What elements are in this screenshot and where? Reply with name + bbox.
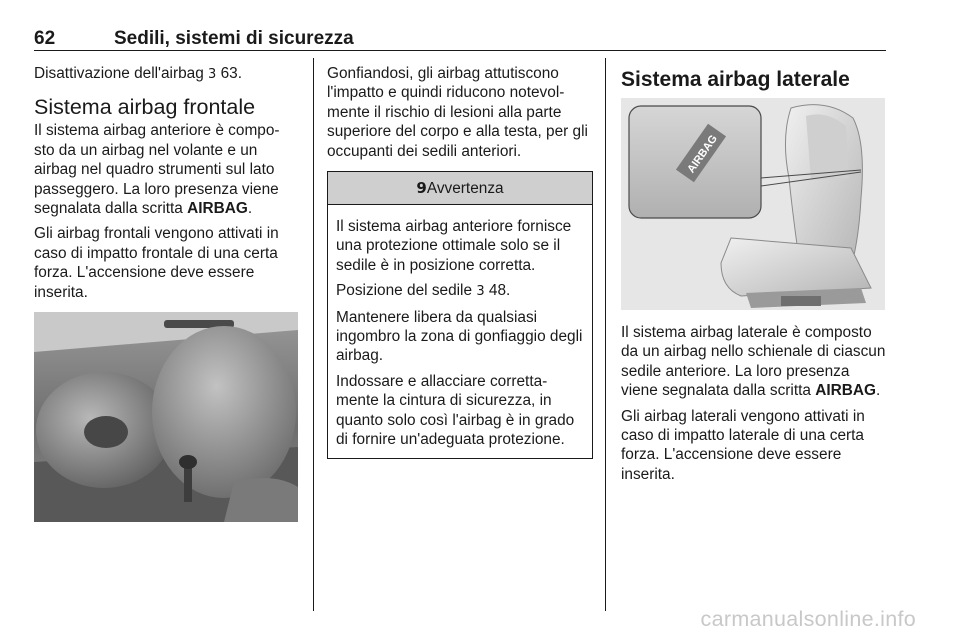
section-heading-side: Sistema airbag laterale	[621, 68, 850, 91]
column-2	[327, 64, 593, 459]
warning-title: Avvertenza	[426, 180, 504, 198]
page-ref-icon[interactable]: 3	[476, 284, 485, 300]
section-heading-frontal: Sistema airbag frontale	[34, 95, 256, 120]
warning-paragraph-3: Mantenere libera da qualsiasi ingombro la zona di gonfiaggio degli airbag.	[336, 308, 583, 365]
frontal-airbag-illustration	[34, 312, 298, 522]
side-airbag-illustration	[621, 98, 885, 310]
airbag-tag-label: AIRBAG	[685, 132, 720, 176]
warning-icon: 9	[416, 179, 427, 198]
side-paragraph-2: Gli airbag laterali vengono attivati in caso di impatto laterale di una certa forza. L'accensione deve essere inserita.	[621, 407, 865, 483]
frontal-paragraph-1: Il sistema airbag anteriore è compo-sto da un airbag nel volante e un airbag nel quadro strumenti sul lato passeggero. La loro presenza viene segnalata dalla scritta AIRBAG.	[34, 122, 280, 218]
side-text	[621, 323, 887, 490]
warning-paragraph-1: Il sistema airbag anteriore fornisce una protezione ottimale solo se il sedile è in posizione corretta.	[336, 218, 572, 274]
airbag-label: AIRBAG	[187, 200, 248, 218]
side-paragraph-1: Il sistema airbag laterale è composto da un airbag nello schienale di ciascun sedile anteriore. La loro presenza viene segnalata dalla scritta AIRBAG.	[621, 324, 886, 400]
column-divider-2	[605, 58, 606, 611]
page-ref-icon[interactable]: 3	[208, 67, 217, 82]
frontal-airbag-figure	[34, 312, 298, 522]
warning-header	[328, 172, 592, 205]
watermark: carmanualsonline.info	[700, 607, 916, 631]
airbag-label: AIRBAG	[815, 382, 876, 400]
column-1	[34, 64, 300, 308]
warning-paragraph-2: Posizione del sedile 3 48.	[336, 282, 511, 300]
page-title: Sedili, sistemi di sicurezza	[114, 28, 354, 49]
intro-paragraph: Disattivazione dell'airbag 3 63.	[34, 65, 243, 82]
side-airbag-figure	[621, 98, 885, 310]
page-ref-link[interactable]: 63.	[220, 65, 243, 82]
column-3	[621, 64, 887, 483]
column-divider-1	[313, 58, 314, 611]
page-number: 62	[34, 28, 56, 49]
warning-box	[327, 171, 593, 458]
column2-paragraph: Gonfiandosi, gli airbag attutiscono l'impatto e quindi riducono notevol-mente il rischio di lesioni alla parte superiore del corpo e alla testa, per gli occupanti dei sedili anteriori.	[327, 65, 588, 160]
page-ref-link[interactable]: 48.	[488, 282, 511, 300]
page-header	[34, 28, 886, 51]
frontal-paragraph-2: Gli airbag frontali vengono attivati in caso di impatto frontale di una certa forza. L'accensione deve essere inserita.	[34, 225, 279, 301]
warning-paragraph-4: Indossare e allacciare corretta-mente la cintura di sicurezza, in quanto solo così l'airbag è in grado di fornire un'adeguata protezione.	[336, 372, 575, 449]
warning-body	[328, 205, 592, 457]
